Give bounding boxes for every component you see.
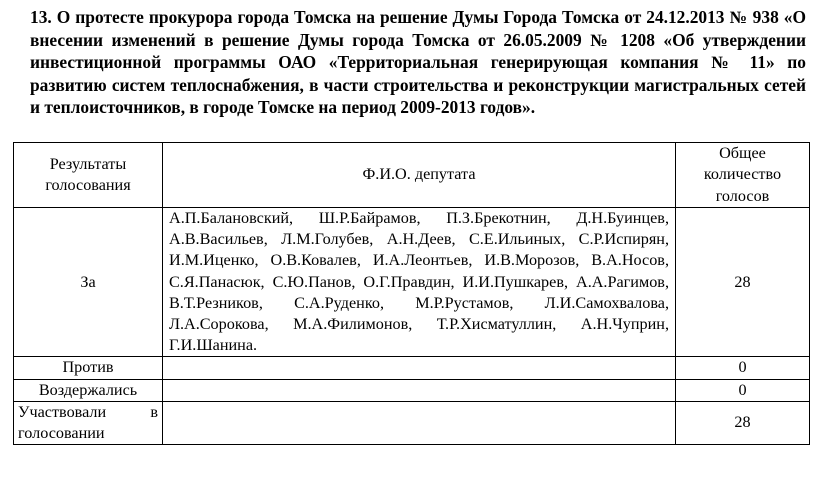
row-names [163,401,676,444]
table-row-against [14,357,810,379]
header-total: Общее количество голосов [676,143,810,208]
header-deputies: Ф.И.О. депутата [163,143,676,208]
row-count: 0 [676,379,810,401]
row-label: Воздержались [14,379,163,401]
header-results: Результаты голосования [14,143,163,208]
row-count: 28 [676,401,810,444]
row-names [163,357,676,379]
row-label: За [14,208,163,357]
row-names [163,379,676,401]
row-label: Против [14,357,163,379]
row-label: Участвовали в голосовании [14,401,163,444]
voting-table [13,142,810,445]
table-row-abstained [14,379,810,401]
row-count: 28 [676,208,810,357]
row-count: 0 [676,357,810,379]
table-row-participated [14,401,810,444]
table-header-row [14,143,810,208]
item-heading: 13. О протесте прокурора города Томска на решение Думы Города Томска от 24.12.2013 № 938 «О внесении изменений в решение Думы города Томска от 26.05.2009 № 1208 «Об утверждении инвестиционной программы ОАО «Территориальная генерирующая компания № 11» по развитию систем теплоснабжения, в части строительства и реконструкции магистральных сетей и теплоисточников, в городе Томске на период 2009-2013 годов». [30,7,806,118]
row-names: А.П.Балановский, Ш.Р.Байрамов, П.З.Брекотнин, Д.Н.Буинцев, А.В.Васильев, Л.М.Голубев, А.Н.Деев, С.Е.Ильиных, С.Р.Испирян, И.М.Иценко, О.В.Ковалев, И.А.Леонтьев, И.В.Морозов, В.А.Носов, С.Я.Панасюк, С.Ю.Панов, О.Г.Правдин, И.И.Пушкарев, А.А.Рагимов, В.Т.Резников, С.А.Руденко, М.Р.Рустамов, Л.И.Самохвалова, Л.А.Сорокова, М.А.Филимонов, Т.Р.Хисматуллин, А.Н.Чуприн, Г.И.Шанина. [163,208,676,357]
table-row-for [14,208,810,357]
